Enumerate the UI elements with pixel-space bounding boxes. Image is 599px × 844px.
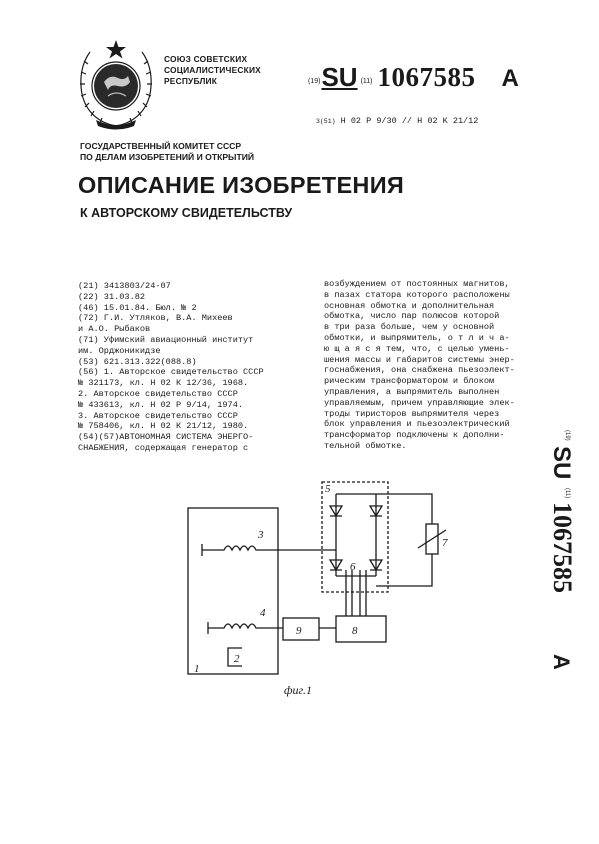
side-patent-number (544, 430, 584, 680)
abstract-line: тельной обмотке. (324, 440, 407, 451)
abstract-text (324, 279, 515, 452)
biblio-line: № 433613, кл. Н 02 Р 9/14, 1974. (78, 399, 244, 410)
biblio-line: № 758406, кл. Н 02 К 21/12, 1980. (78, 421, 249, 432)
ipc-code: 3(51) (316, 118, 336, 125)
label-3: 3 (258, 529, 264, 541)
ipc-classification (316, 116, 478, 126)
committee-line: ПО ДЕЛАМ ИЗОБРЕТЕНИЙ И ОТКРЫТИЙ (80, 152, 255, 162)
committee-name (80, 141, 254, 163)
ipc-value: H 02 P 9/30 // H 02 K 21/12 (340, 116, 479, 126)
abstract-line: обмотка, число пар полюсов которой (324, 311, 500, 322)
abstract-line: шения массы и габаритов системы энер- (324, 354, 515, 365)
side-patent-country: SU (548, 446, 575, 480)
abstract-line: в пазах статора которого расположены (324, 289, 510, 300)
biblio-line: и А.О. Рыбаков (78, 324, 151, 335)
biblio-line: (54)(57)АВТОНОМНАЯ СИСТЕМА ЭНЕРГО- (78, 432, 254, 443)
document-subtitle: К АВТОРСКОМУ СВИДЕТЕЛЬСТВУ (80, 206, 293, 220)
patent-country: SU (321, 62, 358, 92)
organization-line: СОЮЗ СОВЕТСКИХ (164, 54, 248, 64)
bibliographic-data (78, 281, 264, 454)
label-5: 5 (325, 483, 331, 495)
abstract-line: в три раза больше, чем у основной (324, 322, 495, 333)
biblio-line: (21) 3413803/24-07 (78, 281, 171, 291)
abstract-line: основная обмотка и дополнительная (324, 300, 495, 311)
label-1: 1 (194, 663, 200, 675)
biblio-line: (71) Уфимский авиационный институт (78, 334, 254, 345)
label-9: 9 (296, 625, 302, 637)
generator-frame (188, 508, 278, 674)
abstract-line: возбуждением от постоянных магнитов, (324, 279, 510, 289)
abstract-line: троды тиристоров выпрямителя через (324, 408, 500, 419)
patent-kind: A (501, 65, 519, 92)
organization-line: РЕСПУБЛИК (164, 76, 218, 86)
control-block-8 (336, 616, 386, 642)
organization-line: СОЦИАЛИСТИЧЕСКИХ (164, 65, 261, 75)
side-patent-kind: A (549, 654, 574, 670)
committee-line: ГОСУДАРСТВЕННЫЙ КОМИТЕТ СССР (80, 141, 242, 151)
patent-field-code: (19) (308, 78, 321, 86)
organization-name (164, 54, 261, 87)
patent-field-code-2: (11) (360, 78, 373, 86)
abstract-line: обмотки, и выпрямитель, о т л и ч а- (324, 332, 510, 343)
circuit-diagram (180, 476, 450, 706)
abstract-line: управляемым, причем управляющие элек- (324, 397, 515, 408)
biblio-line: им. Орджоникидзе (78, 345, 161, 356)
label-2: 2 (234, 653, 240, 665)
side-patent-code-2: (11) (564, 488, 570, 499)
label-6: 6 (350, 561, 356, 573)
side-patent-code: (19) (564, 430, 570, 441)
state-emblem-icon (74, 36, 158, 132)
abstract-line: блок управления и пьезоэлектрический (324, 419, 510, 430)
label-7: 7 (442, 537, 448, 549)
winding-4 (208, 624, 283, 628)
abstract-line: управления, а выпрямитель выполнен (324, 386, 500, 397)
biblio-line: № 321173, кл. Н 02 К 12/36, 1968. (78, 378, 249, 389)
biblio-line: СНАБЖЕНИЯ, содержащая генератор с (78, 442, 249, 453)
document-title: ОПИСАНИЕ ИЗОБРЕТЕНИЯ (78, 172, 405, 198)
biblio-line: 3. Авторское свидетельство СССР (78, 410, 238, 421)
patent-number-header (308, 62, 519, 93)
biblio-line: (53) 621.313.322(088.8) (78, 356, 197, 367)
abstract-line: госнабжения, она снабжена пьезоэлект- (324, 365, 515, 376)
biblio-line: (72) Г.И. Утляков, В.А. Михеев (78, 313, 233, 324)
biblio-line: (46) 15.01.84. Бюл. № 2 (78, 302, 197, 313)
biblio-line: (22) 31.03.82 (78, 291, 146, 302)
figure-caption: фиг.1 (284, 683, 313, 697)
winding-3 (202, 546, 336, 550)
biblio-line: 2. Авторское свидетельство СССР (78, 388, 238, 399)
abstract-line: ю щ а я с я тем, что, с целью умень- (324, 343, 510, 354)
label-8: 8 (352, 625, 358, 637)
abstract-line: трансформатор подключены к дополни- (324, 430, 505, 441)
label-4: 4 (260, 607, 266, 619)
patent-number: 1067585 (377, 62, 476, 92)
side-patent-num: 1067585 (548, 502, 577, 593)
abstract-line: рическим трансформатором и блоком (324, 376, 495, 387)
biblio-line: (56) 1. Авторское свидетельство СССР (78, 367, 264, 378)
